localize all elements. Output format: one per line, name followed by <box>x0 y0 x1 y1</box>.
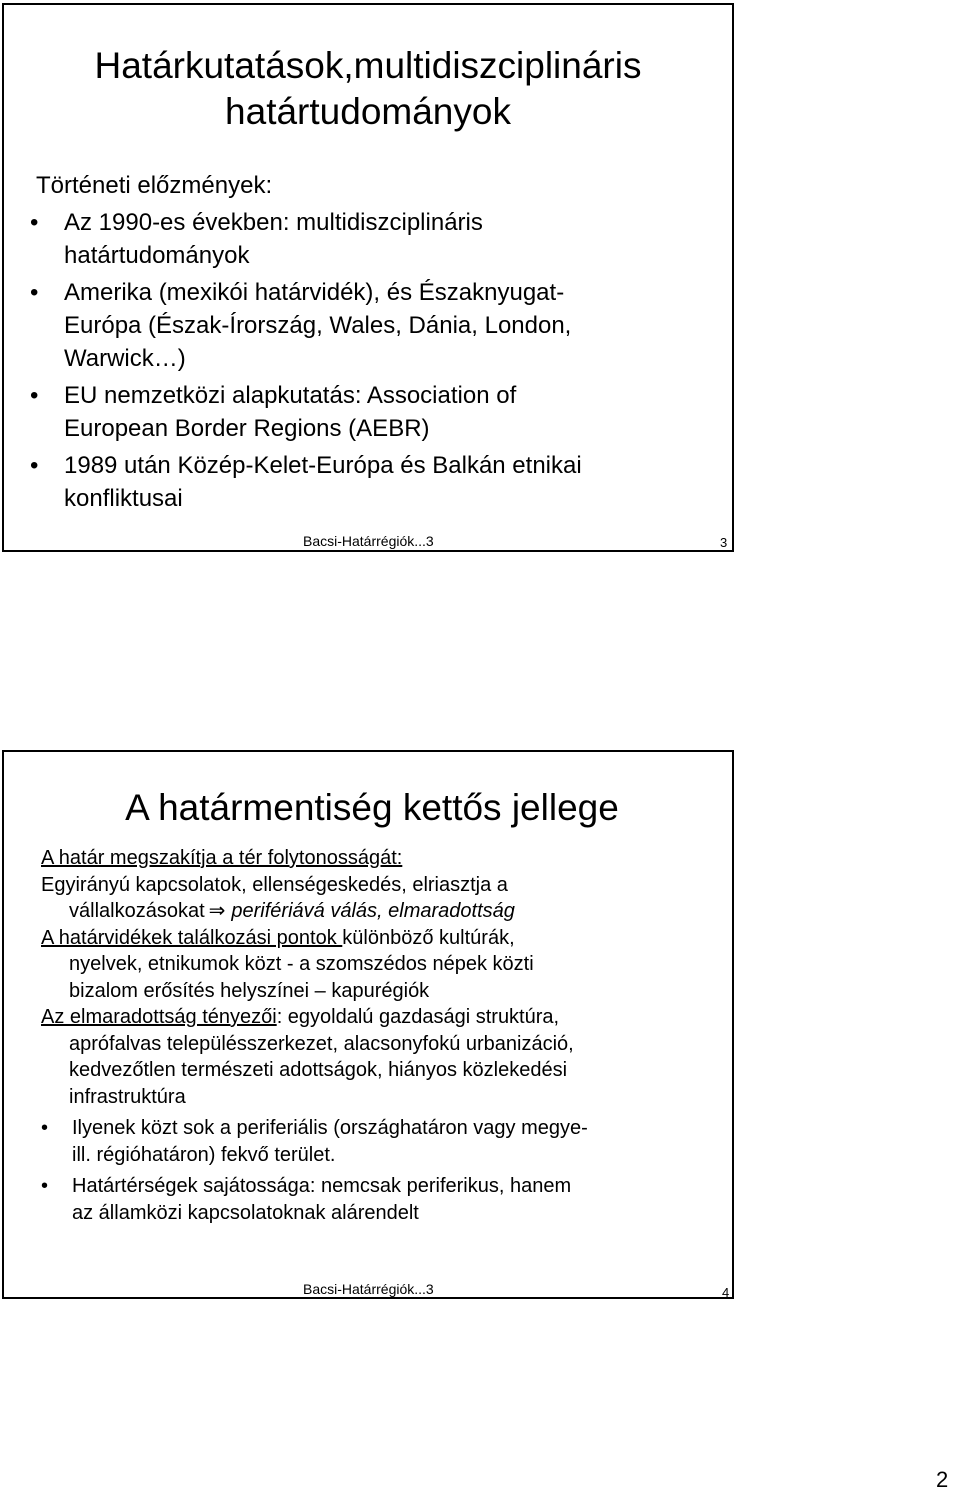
paragraph-text: : egyoldalú gazdasági struktúra, <box>276 1006 560 1028</box>
slide-page-number: 3 <box>720 535 728 550</box>
list-item-line: az államközi kapcsolatoknak alárendelt <box>72 1201 419 1224</box>
list-item-line: EU nemzetközi alapkutatás: Association of <box>64 382 517 409</box>
slide-footer: Bacsi-Határrégiók...3 <box>303 1281 434 1297</box>
bullet-icon: • <box>30 452 39 479</box>
list-item-line: Európa (Észak-Írország, Wales, Dánia, London, <box>64 312 572 339</box>
bullet-icon: • <box>30 382 39 409</box>
bullet-icon: • <box>41 1117 49 1139</box>
list-item-line: ill. régióhatáron) fekvő terület. <box>72 1143 336 1166</box>
list-item <box>30 379 710 445</box>
list-item-line: Warwick…) <box>64 345 186 372</box>
list-item <box>41 1115 731 1168</box>
list-item-line: Ilyenek közt sok a periferiális (országhatáron vagy megye- <box>72 1117 588 1139</box>
paragraph-line: Egyirányú kapcsolatok, ellenségeskedés, elriasztja a <box>41 873 508 896</box>
title-line-1: Határkutatások,multidiszciplináris <box>94 45 642 86</box>
paragraph-line <box>41 925 731 952</box>
paragraph <box>41 1004 731 1110</box>
slide-4 <box>2 750 734 1299</box>
paragraph-underlined: A határvidékek találkozási pontok <box>41 926 343 949</box>
sheet-page-number: 2 <box>936 1467 949 1492</box>
list-item <box>30 206 710 272</box>
paragraph-line: aprófalvas településszerkezet, alacsonyfokú urbanizáció, <box>69 1032 574 1055</box>
paragraph-line: nyelvek, etnikumok közt - a szomszédos népek közti <box>69 953 534 975</box>
bullet-list <box>30 206 710 519</box>
paragraph-text: különböző kultúrák, <box>342 926 515 949</box>
list-item-line: 1989 után Közép-Kelet-Európa és Balkán etnikai <box>64 452 582 479</box>
paragraph-line <box>41 898 731 925</box>
bullet-icon: • <box>30 209 39 236</box>
paragraph-emphasis: perifériává válás, elmaradottság <box>231 900 515 922</box>
slide-title: A határmentiség kettős jellege <box>125 787 619 828</box>
list-item-line: Amerika (mexikói határvidék), és Északnyugat- <box>64 279 565 306</box>
title-line-2: határtudományok <box>225 91 511 132</box>
paragraph-line: kedvezőtlen természeti adottságok, hiányos közlekedési <box>69 1059 568 1081</box>
section-heading: Történeti előzmények: <box>36 172 273 199</box>
paragraph-line: bizalom erősítés helyszínei – kapurégiók <box>69 979 430 1002</box>
paragraph-line <box>41 1004 731 1031</box>
slide-page-number: 4 <box>722 1285 730 1300</box>
implies-arrow-icon: ⇒ <box>208 900 226 922</box>
slide-3 <box>2 3 734 552</box>
paragraph-underlined: Az elmaradottság tényezői <box>41 1006 277 1028</box>
paragraph-line: A határ megszakítja a tér folytonosságát: <box>41 847 403 869</box>
list-item-line: Határtérségek sajátossága: nemcsak periferikus, hanem <box>72 1175 572 1197</box>
paragraph <box>41 845 731 872</box>
paragraph-line: infrastruktúra <box>69 1085 186 1108</box>
paragraph-text: vállalkozásokat <box>69 900 205 922</box>
list-item-line: European Border Regions (AEBR) <box>64 415 430 442</box>
list-item-line: határtudományok <box>64 242 250 269</box>
paragraph <box>41 872 731 925</box>
list-item-line: Az 1990-es években: multidiszciplináris <box>64 209 483 236</box>
paragraph <box>41 925 731 1005</box>
list-item <box>30 276 710 375</box>
bullet-icon: • <box>41 1175 49 1197</box>
slide-body <box>41 845 731 1226</box>
list-item-line: konfliktusai <box>64 485 183 512</box>
slide-footer: Bacsi-Határrégiók...3 <box>303 533 434 549</box>
list-item <box>30 449 710 515</box>
list-item <box>41 1173 731 1226</box>
bullet-icon: • <box>30 279 39 306</box>
slide-title <box>4 43 732 135</box>
